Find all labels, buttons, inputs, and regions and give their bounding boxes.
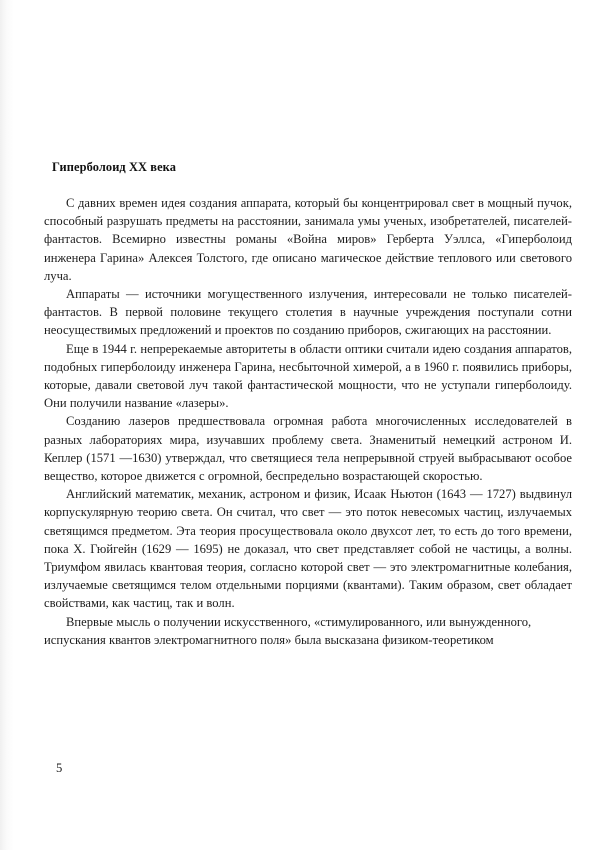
text-column [44, 158, 572, 649]
paragraph: Английский математик, механик, астроном и физик, Исаак Ньютон (1643 — 1727) выдвинул корпускулярную теорию света. Он считал, что свет — это поток невесомых частиц, излучаемых светящимся предметом. Эта теория просуществовала около двухсот лет, то есть до того времени, пока Х. Гюйгейн (1629 — 1695) не доказал, что свет представляет собой не частицы, а волны. Триумфом явилась квантовая теория, согласно которой свет — это электромагнитные колебания, излучаемые светящимся телом отдельными порциями (квантами). Таким образом, свет обладает свойствами, как частиц, так и волн. [44, 487, 572, 611]
page-title: Гиперболоид XX века [52, 160, 177, 174]
paragraph: Впервые мысль о получении искусственного, «стимулированного, или вынужденного, испускания квантов электромагнитного поля» была высказана физиком-теоретиком [44, 614, 532, 647]
page-number: 5 [56, 761, 63, 775]
paragraph: Аппараты — источники могущественного излучения, интересовали не только писателей-фантастов. В первой половине текущего столетия в научные учреждения поступали сотни неосуществимых предложений и проектов по созданию приборов, сжигающих на расстоянии. [44, 287, 572, 338]
paragraph: Еще в 1944 г. непререкаемые авторитеты в области оптики считали идею создания аппаратов, подобных гиперболоиду инженера Гарина, несбыточной химерой, а в 1960 г. появились приборы, которые, давали световой луч такой фантастической мощности, что не уступали гиперболоиду. Они получили название «лазеры». [44, 341, 572, 411]
scan-edge-shading [0, 0, 14, 850]
paragraph: Созданию лазеров предшествовала огромная работа многочисленных исследователей в разных лабораториях мира, изучавших проблему света. Знаменитый немецкий астроном И. Кеплер (1571 —1630) утверждал, что светящиеся тела непрерывной струей выбрасывают особое вещество, которое движется с огромной, беспредельно возрастающей скоростью. [44, 414, 572, 484]
paragraph: С давних времен идея создания аппарата, который бы концентрировал свет в мощный пучок, способный разрушать предметы на расстоянии, занимала умы ученых, изобретателей, писателей-фантастов. Всемирно известны романы «Война миров» Герберта Уэллса, «Гиперболоид инженера Гарина» Алексея Толстого, где описано магическое действие теплового или светового луча. [44, 196, 572, 283]
body-text [44, 194, 572, 649]
